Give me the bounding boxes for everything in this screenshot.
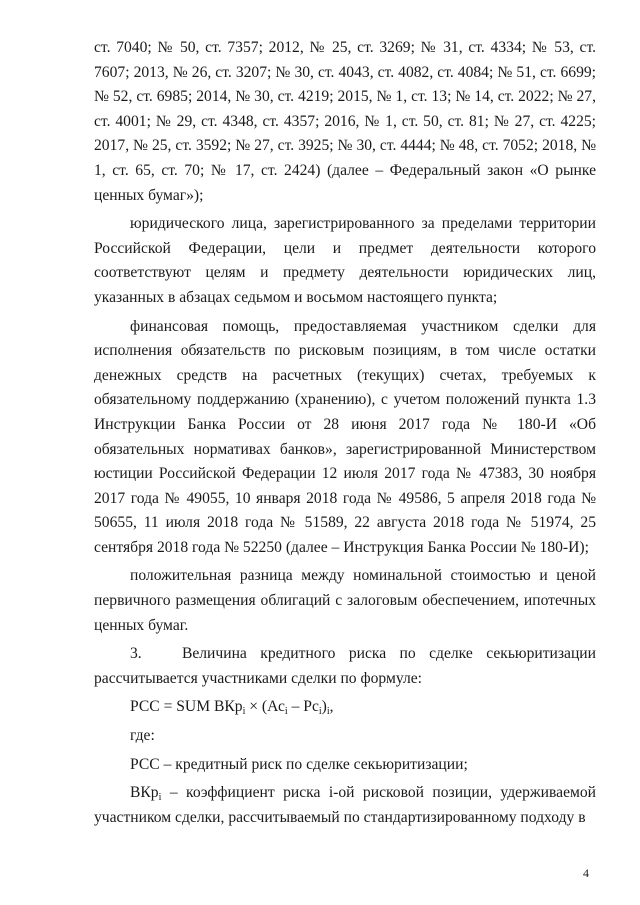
definition-bkp: ВКр$_i$ – коэффициент риска i-ой рисковой позиции, удерживаемой участником сделки, рассчитываемый по стандартизированному подходу в <box>94 784 596 826</box>
document-page <box>94 36 600 830</box>
paragraph-foreign-entity: юридического лица, зарегистрированного за пределами территории Российской Федерации, цели и предмет деятельности которого соответствуют целям и предмету деятельности юридических лиц, указанных в абзацах седьмом и восьмом настоящего пункта; <box>94 215 596 306</box>
paragraph-credit-risk-formula-intro: 3. Величина кредитного риска по сделке секьюритизации рассчитывается участниками сделки по формуле: <box>94 645 600 687</box>
page-number: 4 <box>583 866 589 880</box>
credit-risk-formula: РСС = SUM $ВКр_i \times (Ас_i - Рс_i)_i$, <box>130 698 334 718</box>
definition-pcc: РСС – кредитный риск по сделке секьюритизации; <box>130 755 468 773</box>
paragraph-law-references: ст. 7040; № 50, ст. 7357; 2012, № 25, ст. 3269; № 31, ст. 4334; № 53, ст. 7607; 2013, № 26, ст. 3207; № 30, ст. 4043, ст. 4082, ст. 4084; № 51, ст. 6699; № 52, ст. 6985; 2014, № 30, ст. 4219; 2015, № 1, ст. 13; № 14, ст. 2022; № 27, ст. 4001; № 29, ст. 4348, ст. 4357; 2016, № 1, ст. 50, ст. 81; № 27, ст. 4225; 2017, № 25, ст. 3592; № 27, ст. 3925; № 30, ст. 4444; № 48, ст. 7052; 2018, № 1, ст. 65, ст. 70; № 17, ст. 2424) (далее – Федеральный закон «О рынке ценных бумаг»); <box>94 39 596 204</box>
paragraph-positive-difference: положительная разница между номинальной стоимостью и ценой первичного размещения облигаций с залоговым обеспечением, ипотечных ценных бумаг. <box>94 567 596 634</box>
where-label: где: <box>130 727 155 745</box>
paragraph-financial-assistance: финансовая помощь, предоставляемая участником сделки для исполнения обязательств по рисковым позициям, в том числе остатки денежных средств на расчетных (текущих) счетах, требуемых к обязательному поддержанию (хранению), с учетом положений пункта 1.3 Инструкции Банка России от 28 июня 2017 года № 180-И «Об обязательных нормативах банков», зарегистрированной Министерством юстиции Российской Федерации 12 июля 2017 года № 47383, 30 ноября 2017 года № 49055, 10 января 2018 года № 49586, 5 апреля 2018 года № 50655, 11 июля 2018 года № 51589, 22 августа 2018 года № 51974, 25 сентября 2018 года № 52250 (далее – Инструкция Банка России № 180-И); <box>94 317 596 556</box>
